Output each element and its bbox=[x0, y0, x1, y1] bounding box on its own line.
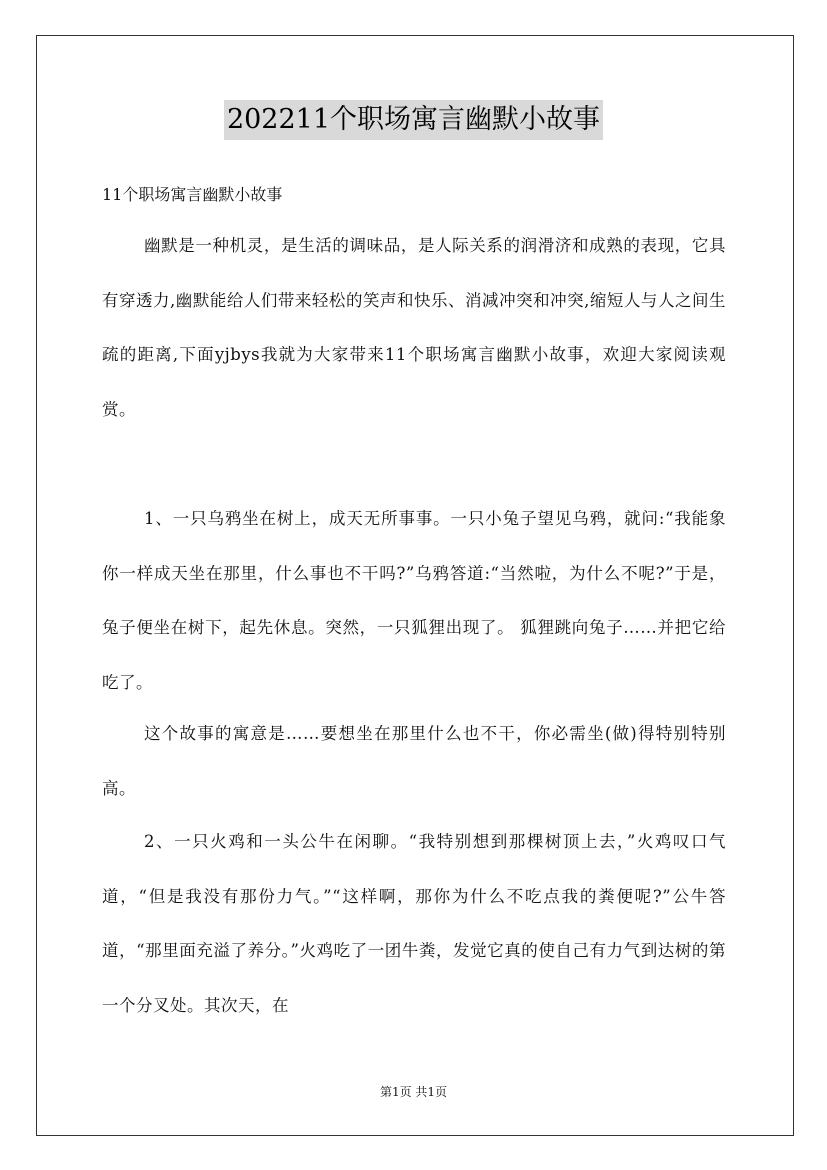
title-wrapper bbox=[0, 100, 827, 140]
document-subtitle: 11个职场寓言幽默小故事 bbox=[102, 185, 283, 204]
paragraph-story-1: 1、一只乌鸦坐在树上，成天无所事事。一只小兔子望见乌鸦，就问:“我能象你一样成天坐在那里，什么事也不干吗?”乌鸦答道:“当然啦，为什么不呢?”于是，兔子便坐在树下，起先休息。突然，一只狐狸出现了。 狐狸跳向兔子……并把它给吃了。 bbox=[102, 509, 726, 692]
document-title: 202211个职场寓言幽默小故事 bbox=[224, 100, 603, 140]
paragraph-story-1-moral: 这个故事的寓意是……要想坐在那里什么也不干，你必需坐(做)得特别特别高。 bbox=[102, 724, 726, 798]
paragraph-story-2: 2、一只火鸡和一头公牛在闲聊。“我特别想到那棵树顶上去，”火鸡叹口气道，“但是我没有那份力气。”“这样啊，那你为什么不吃点我的粪便呢?”公牛答道，“那里面充溢了养分。”火鸡吃了一团牛粪，发觉它真的使自己有力气到达树的第一个分叉处。其次天，在 bbox=[102, 832, 726, 1015]
page-footer: 第1页 共1页 bbox=[379, 1085, 448, 1099]
paragraph-intro: 幽默是一种机灵，是生活的调味品，是人际关系的润滑济和成熟的表现，它具有穿透力,幽默能给人们带来轻松的笑声和快乐、消减冲突和冲突,缩短人与人之间生疏的距离,下面yjbys我就为大家带来11个职场寓言幽默小故事，欢迎大家阅读观赏。 bbox=[102, 236, 726, 419]
